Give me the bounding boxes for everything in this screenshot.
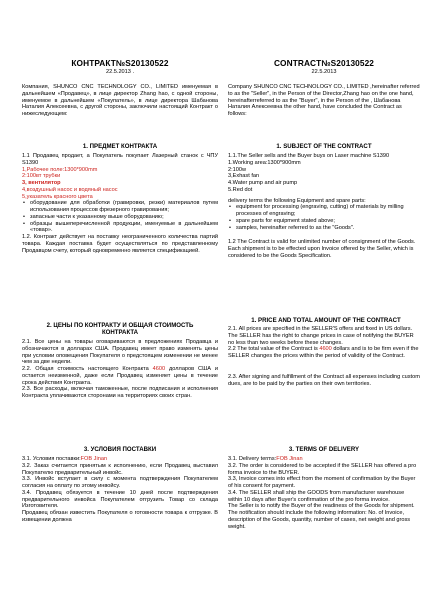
spec-item-ru: 5,указатель красного цвета — [22, 193, 93, 200]
contract-amount-ru: 4600 — [152, 366, 166, 372]
section-3-title-en: 3. TERMS OF DELIVERY — [288, 446, 360, 453]
spec-item-ru: 1,Рабочее поле:1300*900mm — [22, 166, 98, 173]
spec-item-en: 3,Exhast fan — [228, 173, 260, 180]
section-2-body-ru — [22, 339, 218, 400]
clause-3-3-en: 3.3, Invoice comes into effect from the moment of confirmation by the Buyer of his consent for payment. — [228, 476, 416, 489]
section-3-title-ru: 3. УСЛОВИЯ ПОСТАВКИ — [83, 446, 157, 453]
section-2-title-line2-ru: КОНТРАКТА — [101, 328, 139, 336]
spec-item-ru: 4,воздушный насос и водяный насос — [22, 186, 118, 193]
clause-3-1-ru — [22, 456, 218, 463]
clause-1-2-en: 1.2 The Contract is valid for unlimited number of consignment of the Goods. Each shipment is to be effected upon Invoice offered by the Seller, which is considered to be the Goods Specification. — [228, 239, 416, 259]
section-2-body-en — [228, 326, 420, 387]
clause-text: 3.1. Условия поставки: — [22, 456, 81, 462]
contract-amount-en: 4600 — [319, 346, 332, 353]
spacer — [228, 231, 420, 239]
clause-text: dollars and is to be firm even if the SELLER changes the prices within the period of validity of the Contract. — [228, 346, 419, 359]
spec-item-ru: 2:100вт трубки — [22, 173, 61, 180]
contract-title-ru: КОНТРАКТ№S20130522 — [71, 58, 169, 68]
list-item: • оборудование для обработки (гравировки, резки) материалов путем использования процессов фрезерного гравирования; — [30, 200, 218, 214]
spec-item-en: 5.Red dot — [228, 186, 253, 193]
equipment-list-en — [228, 204, 420, 231]
clause-3-2-en: 3.2. The order is considered to be accepted if the SELLER has offered a pro forma invoice to the BUYER. — [228, 462, 417, 476]
clause-1-1-ru: 1.1 Продавец продает, а Покупатель покупает Лазерный станок с ЧПУ S1390 — [22, 153, 218, 166]
contract-date-ru: 22.5.2013 . — [106, 69, 134, 75]
section-1-title-ru: 1. ПРЕДМЕТ КОНТРАКТА — [82, 143, 158, 150]
clause-3-4-en: 3.4. The SELLER shall ship the GOODS from manufacturer warehouse within 10 days after Buyer's confirmation of the pro forma invoice. — [228, 489, 405, 503]
clause-3-1-en — [228, 456, 420, 463]
clause-text: 2.2. Общая стоимость настоящего Контракта — [22, 366, 153, 372]
clause-text: 2.2 The total value of the Contract is — [228, 346, 320, 353]
clause-3-4-ru: 3.4. Продавец обязуется в течение 10 дней после подтверждения предварительного инвойса Покупателем отгрузить Товар со склада Изготовителя. — [22, 489, 218, 510]
clause-2-3-ru: 2.3. Все расходы, включая таможенные, после подписания и исполнения Контракта уплачиваются сторонами на территориях своих стран. — [22, 386, 218, 399]
clause-3-5-en: The Seller is to notify the Buyer of the readiness of the Goods for shipment. The notification should include the following information: No. of Invoice, description of the Goods, quantity, number of cases, net weight and gross weight. — [228, 503, 415, 530]
list-item: • образцы вышеперечисленной продукции, именуемые в дальнейшем «товар». — [30, 221, 218, 235]
spec-item-en: 2:100w — [228, 166, 247, 173]
clause-2-1-en: 2.1. All prices are specified in the SELLER'S offers and fixed in US dollars. The SELLER has the right to change prices in case of notifying the BUYER no less than two weeks before these changes. — [228, 326, 414, 346]
clause-3-2-ru: 3.2. Заказ считается принятым к исполнению, если Продавец выставил Покупателю предварительный инвойс. — [22, 462, 218, 476]
section-1-body-en — [228, 153, 420, 260]
spacer — [228, 360, 420, 374]
equipment-list-ru — [22, 200, 218, 234]
section-1-body-ru — [22, 153, 218, 254]
list-item: • spare parts for equipment stated above; — [236, 218, 420, 225]
section-1-title-en: 1. SUBJECT OF THE CONTRACT — [276, 143, 372, 150]
list-item: • equipment for processing (engraving, cutting) of materials by milling processes of engraving; — [236, 204, 420, 218]
section-2-title-ru — [22, 323, 218, 337]
clause-1-2-ru: 1.2. Контракт действует на поставку неограниченного количества партий товара. Каждая поставка будет осуществляться по представленному Продавцом счету, который одновременно является спецификацией. — [22, 234, 218, 254]
clause-2-2-en — [228, 346, 420, 360]
clause-2-3-en: 2.3. After signing and fulfillment of the Contract all expenses including custom dues, are to be paid by the parties on their own territories. — [228, 373, 420, 387]
list-item: • запасные части к указанному выше оборудованию; — [30, 214, 218, 221]
clause-2-1-ru: 2.1. Все цены на товары оговариваются в предложениях Продавца и обозначаются в долларах США. Продавец имеет право изменять цены при условии оповещения Покупателя о предстоящем изменении не менее чем за две недели. — [22, 339, 218, 366]
spec-item-ru: 3, вентилятор — [22, 180, 61, 186]
list-item: • samples, hereinafter referred to as the "Goods". — [236, 225, 420, 232]
clause-text: 3.1. Delivery terms: — [228, 456, 277, 462]
clause-2-2-ru — [22, 366, 218, 386]
section-2-title-line1-ru: 2. ЦЕНЫ ПО КОНТРАКТУ И ОБЩАЯ СТОИМОСТЬ — [46, 322, 194, 329]
delivery-term-en: FOB Jinan — [276, 456, 303, 462]
delivery-lead-en: delivery terms the following Equipment and spare parts: — [228, 197, 366, 204]
clause-text: долларов США и остается неизменной, даже если Продавец изменяет цены в течение срока действия Контракта. — [22, 366, 218, 386]
contract-date-en: 22.5.2013 — [311, 69, 337, 75]
section-3-body-ru — [22, 456, 218, 524]
clause-1-1-en: 1.1.The Seller sells and the Buyer buys on Laser machine S1390 — [228, 153, 390, 159]
spec-item-en: 1.Working area:1300*900mm — [228, 159, 301, 166]
section-3-body-en — [228, 456, 420, 530]
clause-3-3-ru: 3.3. Инвойс вступает в силу с момента подтверждения Покупателем согласия на оплату по этому инвойсу. — [22, 476, 218, 489]
intro-paragraph-ru: Компания, SHUNCO CNC TECHNOLOGY CO., LIMITED именуемая в дальнейшем «Продавец», в лице директор Zhang hao, с одной стороны, именуемое в дальнейшем «Покупатель», в лице директора Шабанова Наталия Алексеевна, с другой стороны, заключили настоящий Контракт о нижеследующем: — [22, 84, 218, 117]
section-2-title-en: 1. PRICE AND TOTAL AMOUNT OF THE CONTRACT — [251, 317, 401, 324]
clause-3-5-ru: Продавец обязан известить Покупателя о готовности товара к отгрузке. В извещении должна — [22, 510, 218, 523]
delivery-term-ru: FOB Jinan — [80, 456, 108, 462]
intro-paragraph-en: Company SHUNCO CNC TECHNOLOGY CO., LIMITED ,hereinafter referred to as the "Seller", in the Person of the Director,Zhang hao on the one hand, hereinafterreferred to as the "Buyer", in the Person of the , Шабанова Наталия Алексеевна the other hand, have concluded the Contract as follows: — [228, 84, 420, 117]
contract-title-en: CONTRACT№S20130522 — [273, 58, 375, 68]
spec-item-en: 4.Water pump and air pump — [228, 180, 298, 186]
